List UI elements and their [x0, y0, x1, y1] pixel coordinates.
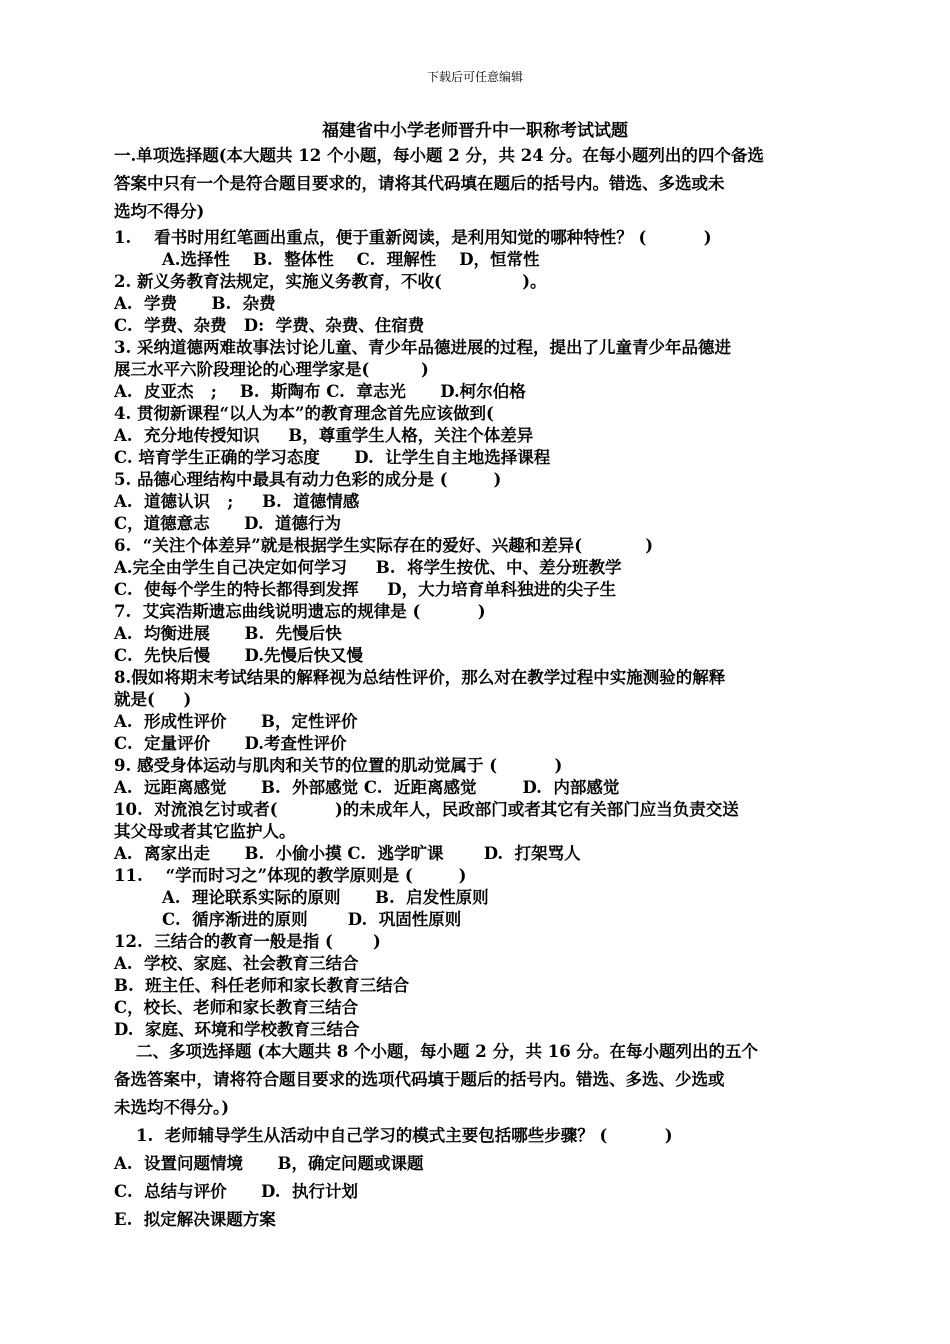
document-title: 福建省中小学老师晋升中一职称考试试题: [322, 121, 628, 141]
text-line: C. 使每个学生的特长都得到发挥 D，大力培育单科独进的尖子生: [114, 580, 617, 599]
text-line: D. 家庭、环境和学校教育三结合: [114, 1020, 360, 1039]
text-line: 未选均不得分。): [114, 1098, 230, 1117]
text-line: 9. 感受身体运动与肌肉和关节的位置的肌动觉属于 ( ): [114, 756, 563, 775]
text-line: 3. 采纳道德两难故事法讨论儿童、青少年品德进展的过程，提出了儿童青少年品德进: [114, 338, 731, 357]
text-line: 6. “关注个体差异”就是根据学生实际存在的爱好、兴趣和差异( ): [114, 536, 653, 555]
text-line: A. 远距离感觉 B. 外部感觉 C. 近距离感觉 D. 内部感觉: [114, 778, 620, 797]
text-line: C. 先快后慢 D.先慢后快又慢: [114, 646, 364, 665]
text-line: A. 均衡进展 B. 先慢后快: [114, 624, 342, 643]
text-line: A. 道德认识 ; B. 道德情感: [114, 492, 360, 511]
text-line: A. 设置问题情境 B，确定问题或课题: [114, 1154, 424, 1173]
text-line: C. 总结与评价 D. 执行计划: [114, 1182, 358, 1201]
text-line: 二、多项选择题 (本大题共 8 个小题，每小题 2 分，共 16 分。在每小题列出的五个: [136, 1042, 758, 1061]
text-line: 展三水平六阶段理论的心理学家是( ): [114, 360, 429, 379]
text-line: 1. 看书时用红笔画出重点，便于重新阅读，是利用知觉的哪种特性？ ( ): [114, 228, 712, 247]
text-line: A. 理论联系实际的原则 B. 启发性原则: [162, 888, 489, 907]
text-line: 1. 老师辅导学生从活动中自己学习的模式主要包括哪些步骤？ ( ): [136, 1126, 673, 1145]
text-line: C. 定量评价 D.考查性评价: [114, 734, 347, 753]
text-line: A. 学费 B. 杂费: [114, 294, 276, 313]
text-line: 8.假如将期末考试结果的解释视为总结性评价，那么对在教学过程中实施测验的解释: [114, 668, 726, 687]
text-line: 2. 新义务教育法规定，实施义务教育，不收( )。: [114, 272, 547, 291]
text-line: 答案中只有一个是符合题目要求的，请将其代码填在题后的括号内。错选、多选或未: [114, 174, 725, 193]
text-line: C. 培育学生正确的学习态度 D. 让学生自主地选择课程: [114, 448, 551, 467]
text-line: 11. “学而时习之”体现的教学原则是 ( ): [114, 866, 467, 885]
text-line: E. 拟定解决课题方案: [114, 1210, 276, 1229]
text-line: A. 充分地传授知识 B，尊重学生人格，关注个体差异: [114, 426, 534, 445]
text-line: A. 学校、家庭、社会教育三结合: [114, 954, 359, 973]
text-line: 7. 艾宾浩斯遗忘曲线说明遗忘的规律是 ( ): [114, 602, 486, 621]
text-line: C. 学费、杂费 D: 学费、杂费、住宿费: [114, 316, 425, 335]
text-line: 备选答案中，请将符合题目要求的选项代码填于题后的括号内。错选、多选、少选或: [114, 1070, 725, 1089]
text-line: B. 班主任、科任老师和家长教育三结合: [114, 976, 410, 995]
text-line: 12. 三结合的教育一般是指 ( ): [114, 932, 381, 951]
text-line: C，道德意志 D. 道德行为: [114, 514, 342, 533]
text-line: 其父母或者其它监护人。: [114, 822, 296, 841]
text-line: C. 循序渐进的原则 D. 巩固性原则: [162, 910, 462, 929]
text-line: 一.单项选择题(本大题共 12 个小题，每小题 2 分，共 24 分。在每小题列出的四个备选: [114, 146, 764, 165]
text-line: 就是( ): [114, 690, 192, 709]
text-line: A. 皮亚杰 ; B. 斯陶布 C. 章志光 D.柯尔伯格: [114, 382, 526, 401]
text-line: A.完全由学生自己决定如何学习 B. 将学生按优、中、差分班教学: [114, 558, 622, 577]
text-line: 选均不得分): [114, 202, 205, 221]
text-line: A. 形成性评价 B，定性评价: [114, 712, 358, 731]
text-line: A.选择性 B. 整体性 C. 理解性 D，恒常性: [162, 250, 540, 269]
text-line: 5. 品德心理结构中最具有动力色彩的成分是 ( ): [114, 470, 502, 489]
text-line: C，校长、老师和家长教育三结合: [114, 998, 359, 1017]
text-line: 10. 对流浪乞讨或者( )的未成年人，民政部门或者其它有关部门应当负责交送: [114, 800, 739, 819]
text-line: A. 离家出走 B. 小偷小摸 C. 逃学旷课 D. 打架骂人: [114, 844, 581, 863]
text-line: 4. 贯彻新课程“以人为本”的教育理念首先应该做到(: [114, 404, 494, 423]
header-note: 下载后可任意编辑: [426, 70, 523, 84]
